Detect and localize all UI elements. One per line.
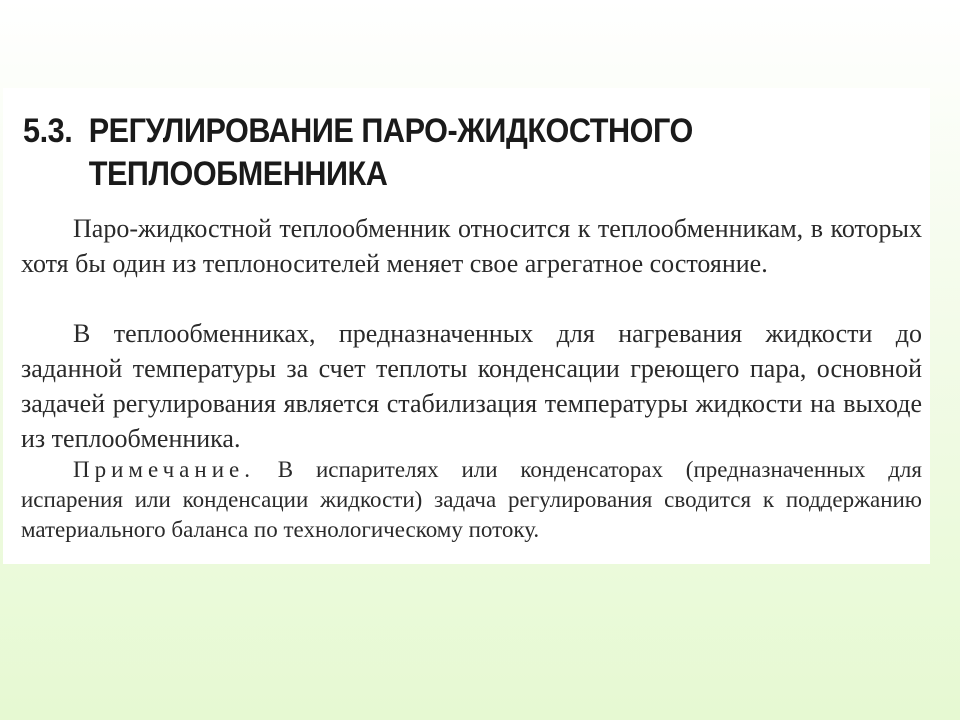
paragraph-1: Паро-жидкостной теплообменник относится к теплообменникам, в которых хотя бы один из теплоносителей меняет свое агрегатное состояние. xyxy=(21,214,922,278)
section-heading xyxy=(23,110,833,196)
section-title-line-1: РЕГУЛИРОВАНИЕ ПАРО-ЖИДКОСТНОГО xyxy=(88,112,693,150)
paragraph-2: В теплообменниках, предназначенных для нагревания жидкости до заданной температуры за счет теплоты конденсации греющего пара, основной задачей регулирования является стабилизация температуры жидкости на выходе из теплообменника. xyxy=(21,319,922,453)
note-text: В испарителях или конденсаторах (предназначенных для испарения или конденсации жидкости) задача регулирования сводится к поддержанию материального баланса по технологическому потоку. xyxy=(21,457,922,542)
note-paragraph xyxy=(21,455,922,545)
note-label: Примечание. xyxy=(73,457,255,482)
section-number: 5.3. xyxy=(23,112,73,150)
scanned-page-excerpt xyxy=(3,88,930,564)
section-title-line-2: ТЕПЛООБМЕННИКА xyxy=(88,155,388,193)
